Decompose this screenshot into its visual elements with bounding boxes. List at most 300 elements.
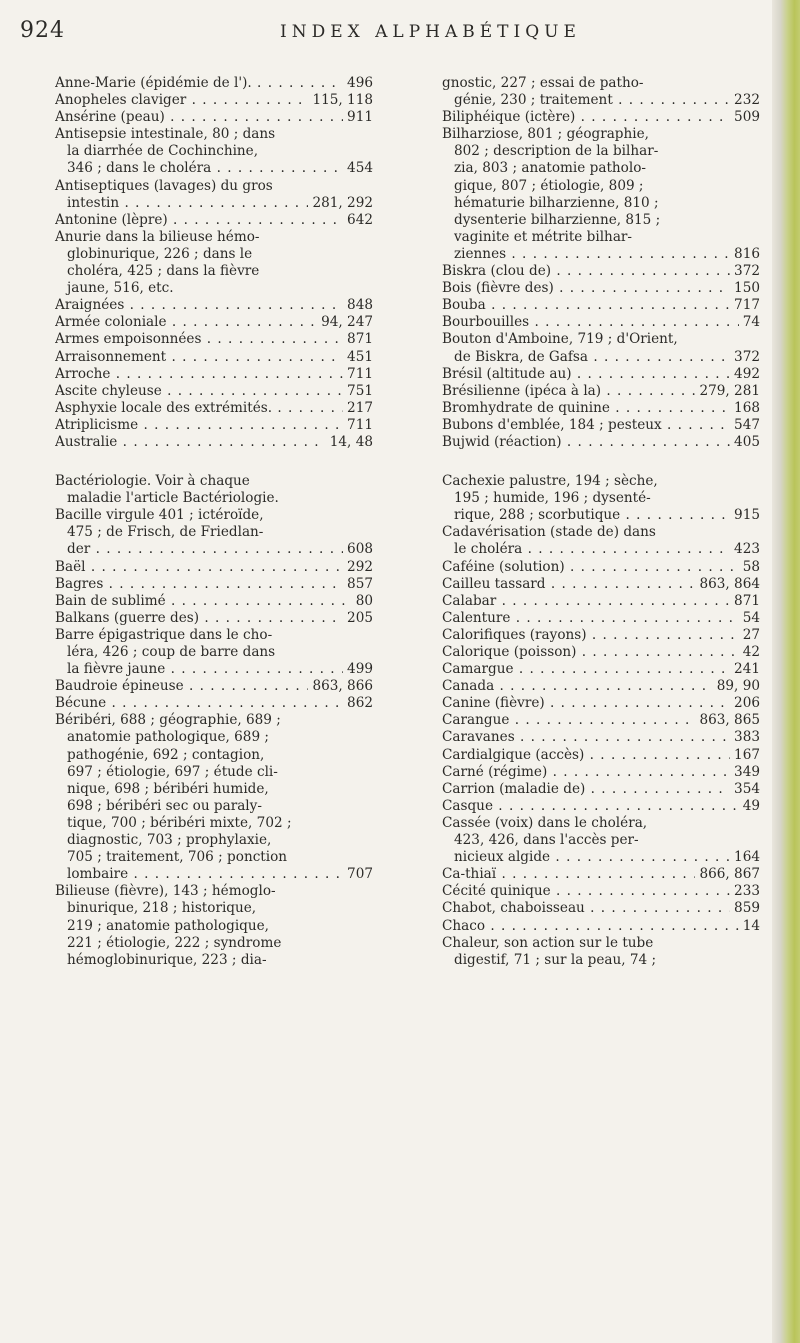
page-number: 924 xyxy=(20,18,65,43)
index-text: léra, 426 ; coup de barre dans xyxy=(67,644,276,660)
index-continuation-line xyxy=(55,798,373,815)
index-term-line xyxy=(442,366,760,383)
index-entry xyxy=(55,349,373,366)
index-entry xyxy=(442,524,760,558)
index-term-line xyxy=(55,92,373,109)
index-text: Armes empoisonnées . . . xyxy=(55,331,373,347)
index-entry xyxy=(55,507,373,558)
index-text: globinurique, 226 ; dans le xyxy=(67,245,253,262)
page-reference: 372 xyxy=(730,349,760,366)
index-entry xyxy=(442,473,760,524)
page-reference: 915 xyxy=(730,507,760,524)
page-reference: 857 xyxy=(343,576,373,593)
page-reference: 164 xyxy=(730,849,760,866)
index-text: Bouton d'Amboine, 719 ; d'Orient, xyxy=(442,331,678,348)
index-text: Carné (régime) . . . xyxy=(442,764,760,780)
index-term-line xyxy=(442,764,760,781)
index-text: Brésilienne (ipéca à la) . . . xyxy=(442,383,760,399)
index-text: Anne-Marie (épidémie de l'). . . . xyxy=(55,75,373,91)
page-reference: 54 xyxy=(739,610,760,627)
index-entry xyxy=(55,610,373,627)
index-continuation-line xyxy=(55,524,373,541)
index-term-line xyxy=(442,644,760,661)
index-entry xyxy=(442,866,760,883)
index-continuation-line xyxy=(55,918,373,935)
index-text: Baudroie épineuse . . . xyxy=(55,678,373,694)
index-text: binurique, 218 ; historique, xyxy=(67,900,257,917)
index-term-line xyxy=(55,576,373,593)
index-entry xyxy=(55,712,373,883)
index-text: Cardialgique (accès) . . . xyxy=(442,747,760,763)
index-term-line xyxy=(55,627,373,644)
page-reference: 168 xyxy=(730,400,760,417)
index-entry xyxy=(442,366,760,383)
page-reference: 863, 866 xyxy=(308,678,373,695)
index-term-line xyxy=(55,610,373,627)
page-reference: 717 xyxy=(730,297,760,314)
index-text: diagnostic, 703 ; prophylaxie, xyxy=(67,832,272,849)
index-term-line xyxy=(55,331,373,348)
index-entry xyxy=(442,280,760,297)
index-text: anatomie pathologique, 689 ; xyxy=(67,729,269,746)
index-entry xyxy=(442,75,760,109)
index-continuation-line xyxy=(55,644,373,661)
index-term-line xyxy=(442,280,760,297)
page-reference: 711 xyxy=(343,417,373,434)
index-term-line xyxy=(442,297,760,314)
page-reference: 423 xyxy=(730,541,760,558)
index-term-line xyxy=(442,331,760,348)
index-text: Camargue . . . xyxy=(442,661,760,677)
index-term-line xyxy=(55,349,373,366)
running-head: INDEX ALPHABÉTIQUE xyxy=(280,22,581,42)
index-text: Bois (fièvre des) . . . xyxy=(442,280,760,296)
page-reference: 862 xyxy=(343,695,373,712)
index-entry xyxy=(55,212,373,229)
index-entry xyxy=(442,314,760,331)
page-reference: 499 xyxy=(343,661,373,678)
index-text: der . . . xyxy=(67,541,373,557)
index-continuation-line xyxy=(55,729,373,746)
index-text: Bécune . . . xyxy=(55,695,373,711)
index-entry xyxy=(442,559,760,576)
index-text: Bilharziose, 801 ; géographie, xyxy=(442,126,649,143)
index-entry xyxy=(55,473,373,507)
page-reference: 292 xyxy=(343,559,373,576)
index-entry xyxy=(442,644,760,661)
index-text: Asphyxie locale des extrémités. . . . xyxy=(55,400,373,416)
index-term-line xyxy=(442,627,760,644)
page-reference: 349 xyxy=(730,764,760,781)
index-term-line xyxy=(442,383,760,400)
index-text: Ca-thiaï . . . xyxy=(442,866,760,882)
index-text: Anopheles claviger . . . xyxy=(55,92,373,108)
index-text: nique, 698 ; béribéri humide, xyxy=(67,780,269,797)
page-reference: 492 xyxy=(730,366,760,383)
index-term-line xyxy=(442,661,760,678)
index-term-line xyxy=(55,314,373,331)
page-reference: 150 xyxy=(730,280,760,297)
index-text: Canada . . . xyxy=(442,678,760,694)
index-entry xyxy=(55,559,373,576)
page-reference: 74 xyxy=(739,314,760,331)
page-reference: 751 xyxy=(343,383,373,400)
page-reference: 859 xyxy=(730,900,760,917)
index-continuation-line xyxy=(442,849,760,866)
index-continuation-line xyxy=(55,781,373,798)
index-text: Calorifiques (rayons) . . . xyxy=(442,627,760,643)
index-entry xyxy=(55,297,373,314)
index-term-line xyxy=(442,126,760,143)
index-text: Cachexie palustre, 194 ; sèche, xyxy=(442,473,658,490)
index-text: tique, 700 ; béribéri mixte, 702 ; xyxy=(67,814,292,831)
index-text: gique, 807 ; étiologie, 809 ; xyxy=(454,177,644,194)
index-text: Calabar . . . xyxy=(442,593,760,609)
index-entry xyxy=(55,331,373,348)
page-reference: 547 xyxy=(730,417,760,434)
index-entry xyxy=(55,366,373,383)
index-term-line xyxy=(442,678,760,695)
index-entry xyxy=(442,331,760,365)
index-term-line xyxy=(442,815,760,832)
index-term-line xyxy=(55,712,373,729)
index-continuation-line xyxy=(55,195,373,212)
index-term-line xyxy=(55,75,373,92)
index-term-line xyxy=(55,400,373,417)
index-text: Chaco . . . xyxy=(442,918,760,934)
index-term-line xyxy=(55,678,373,695)
index-entry xyxy=(55,695,373,712)
index-entry xyxy=(442,383,760,400)
index-term-line xyxy=(55,212,373,229)
index-term-line xyxy=(55,178,373,195)
page-reference: 167 xyxy=(730,747,760,764)
page-reference: 205 xyxy=(343,610,373,627)
index-text: dysenterie bilharzienne, 815 ; xyxy=(454,211,661,228)
index-entry xyxy=(442,263,760,280)
index-term-line xyxy=(55,126,373,143)
index-text: ziennes . . . xyxy=(454,246,760,262)
index-entry xyxy=(442,576,760,593)
letter-section-gap xyxy=(442,451,760,473)
index-text: zia, 803 ; anatomie patholo- xyxy=(454,160,646,177)
index-entry xyxy=(442,434,760,451)
index-entry xyxy=(55,314,373,331)
index-continuation-line xyxy=(55,764,373,781)
index-term-line xyxy=(442,883,760,900)
index-entry xyxy=(442,400,760,417)
index-entry xyxy=(442,798,760,815)
index-entry xyxy=(55,75,373,92)
index-continuation-line xyxy=(55,160,373,177)
index-entry xyxy=(55,417,373,434)
index-text: hémoglobinurique, 223 ; dia- xyxy=(67,951,267,968)
index-text: Carrion (maladie de) . . . xyxy=(442,781,760,797)
index-entry xyxy=(442,661,760,678)
index-text: 475 ; de Frisch, de Friedlan- xyxy=(67,524,264,541)
index-entry xyxy=(442,729,760,746)
index-text: Atriplicisme . . . xyxy=(55,417,373,433)
index-term-line xyxy=(55,883,373,900)
letter-section-gap xyxy=(55,451,373,473)
index-text: Antonine (lèpre) . . . xyxy=(55,212,373,228)
index-entry xyxy=(442,610,760,627)
index-text: digestif, 71 ; sur la peau, 74 ; xyxy=(454,951,657,968)
index-term-line xyxy=(442,935,760,952)
index-continuation-line xyxy=(442,507,760,524)
index-entry xyxy=(442,815,760,866)
index-continuation-line xyxy=(442,541,760,558)
index-continuation-line xyxy=(55,143,373,160)
index-continuation-line xyxy=(442,246,760,263)
index-entry xyxy=(55,109,373,126)
index-continuation-line xyxy=(442,832,760,849)
index-continuation-line xyxy=(442,952,760,969)
index-entry xyxy=(442,109,760,126)
index-column-right xyxy=(442,75,760,969)
index-text: Biliphéique (ictère) . . . xyxy=(442,109,760,125)
index-continuation-line xyxy=(442,195,760,212)
index-continuation-line xyxy=(55,661,373,678)
page-header xyxy=(20,14,760,54)
index-column-left xyxy=(55,75,373,969)
index-entry xyxy=(442,764,760,781)
page-reference: 711 xyxy=(343,366,373,383)
index-text: pathogénie, 692 ; contagion, xyxy=(67,746,265,763)
page-reference: 454 xyxy=(343,160,373,177)
index-term-line xyxy=(442,729,760,746)
index-term-line xyxy=(55,109,373,126)
index-entry xyxy=(442,126,760,263)
index-term-line xyxy=(442,593,760,610)
index-entry xyxy=(55,383,373,400)
index-text: Bacille virgule 401 ; ictéroïde, xyxy=(55,507,264,524)
index-text: 705 ; traitement, 706 ; ponction xyxy=(67,849,288,866)
index-entry xyxy=(442,712,760,729)
page-reference: 115, 118 xyxy=(308,92,373,109)
index-text: Araignées . . . xyxy=(55,297,373,313)
index-continuation-line xyxy=(55,815,373,832)
index-text: rique, 288 ; scorbutique . . . xyxy=(454,507,760,523)
page-reference: 281, 292 xyxy=(308,195,373,212)
index-term-line xyxy=(55,297,373,314)
index-term-line xyxy=(442,712,760,729)
index-continuation-line xyxy=(55,246,373,263)
index-continuation-line xyxy=(55,866,373,883)
index-text: Armée coloniale . . . xyxy=(55,314,373,330)
index-text: Cailleu tassard . . . xyxy=(442,576,760,592)
index-term-line xyxy=(55,417,373,434)
page-reference: 816 xyxy=(730,246,760,263)
index-entry xyxy=(442,883,760,900)
page-reference: 354 xyxy=(730,781,760,798)
index-continuation-line xyxy=(55,280,373,297)
index-text: la diarrhée de Cochinchine, xyxy=(67,143,259,160)
index-text: Carangue . . . xyxy=(442,712,760,728)
index-text: 698 ; béribéri sec ou paraly- xyxy=(67,797,262,814)
index-continuation-line xyxy=(442,178,760,195)
index-text: 221 ; étiologie, 222 ; syndrome xyxy=(67,934,282,951)
index-text: Cadavérisation (stade de) dans xyxy=(442,524,656,541)
page-reference: 94, 247 xyxy=(317,314,373,331)
index-entry xyxy=(442,593,760,610)
index-text: Barre épigastrique dans le cho- xyxy=(55,626,273,643)
index-text: jaune, 516, etc. xyxy=(67,280,174,297)
index-term-line xyxy=(55,593,373,610)
page-reference: 863, 865 xyxy=(695,712,760,729)
index-entry xyxy=(55,627,373,678)
page-reference: 89, 90 xyxy=(713,678,760,695)
page-reference: 58 xyxy=(739,559,760,576)
index-term-line xyxy=(442,576,760,593)
page-reference: 232 xyxy=(730,92,760,109)
page-reference: 863, 864 xyxy=(695,576,760,593)
index-continuation-line xyxy=(442,229,760,246)
index-term-line xyxy=(442,559,760,576)
page-reference: 871 xyxy=(343,331,373,348)
index-term-line xyxy=(442,798,760,815)
index-entry xyxy=(55,434,373,451)
index-text: Baël . . . xyxy=(55,559,373,575)
index-text: Antisepsie intestinale, 80 ; dans xyxy=(55,126,276,143)
page-reference: 496 xyxy=(343,75,373,92)
index-continuation-line xyxy=(55,849,373,866)
page-reference: 233 xyxy=(730,883,760,900)
index-entry xyxy=(442,678,760,695)
page-edge xyxy=(772,0,800,1343)
index-entry xyxy=(55,229,373,297)
index-term-line xyxy=(442,524,760,541)
index-text: Calorique (poisson) . . . xyxy=(442,644,760,660)
index-text: Bourbouilles . . . xyxy=(442,314,760,330)
index-continuation-line xyxy=(442,143,760,160)
index-term-line xyxy=(55,559,373,576)
index-text: Bromhydrate de quinine . . . xyxy=(442,400,760,416)
page-reference: 279, 281 xyxy=(695,383,760,400)
page-reference: 866, 867 xyxy=(695,866,760,883)
index-text: 195 ; humide, 196 ; dysenté- xyxy=(454,490,651,507)
index-term-line xyxy=(442,781,760,798)
index-entry xyxy=(55,576,373,593)
index-continuation-line xyxy=(55,263,373,280)
page-reference: 49 xyxy=(739,798,760,815)
index-term-line xyxy=(55,229,373,246)
index-text: Bain de sublimé . . . xyxy=(55,593,373,609)
index-text: Bactériologie. Voir à chaque xyxy=(55,473,250,490)
index-entry xyxy=(55,678,373,695)
page-reference: 608 xyxy=(343,541,373,558)
page-reference: 509 xyxy=(730,109,760,126)
index-text: Ansérine (peau) . . . xyxy=(55,109,373,125)
page-reference: 911 xyxy=(343,109,373,126)
page-reference: 451 xyxy=(343,349,373,366)
page-reference: 383 xyxy=(730,729,760,746)
index-text: Caféine (solution) . . . xyxy=(442,559,760,575)
index-continuation-line xyxy=(442,490,760,507)
index-text: choléra, 425 ; dans la fièvre xyxy=(67,263,260,280)
index-entry xyxy=(55,883,373,968)
index-term-line xyxy=(442,866,760,883)
index-term-line xyxy=(442,473,760,490)
index-text: Australie . . . xyxy=(55,434,373,450)
index-text: le choléra . . . xyxy=(454,541,760,557)
index-text: Chabot, chaboisseau . . . xyxy=(442,900,760,916)
page-reference: 372 xyxy=(730,263,760,280)
index-text: Calenture . . . xyxy=(442,610,760,626)
index-continuation-line xyxy=(55,935,373,952)
index-term-line xyxy=(442,918,760,935)
index-text: Antiseptiques (lavages) du gros xyxy=(55,177,273,194)
index-text: Bujwid (réaction) . . . xyxy=(442,434,760,450)
page-reference: 27 xyxy=(739,627,760,644)
index-entry xyxy=(442,900,760,917)
index-text: intestin . . . xyxy=(67,195,373,211)
index-text: Bilieuse (fièvre), 143 ; hémoglo- xyxy=(55,883,276,900)
index-text: vaginite et métrite bilhar- xyxy=(454,228,633,245)
index-entry xyxy=(55,126,373,177)
index-text: 802 ; description de la bilhar- xyxy=(454,143,659,160)
index-term-line xyxy=(442,695,760,712)
page-reference: 80 xyxy=(352,593,373,610)
index-text: Balkans (guerre des) . . . xyxy=(55,610,373,626)
index-text: Canine (fièvre) . . . xyxy=(442,695,760,711)
index-text: génie, 230 ; traitement . . . xyxy=(454,92,760,108)
index-entry xyxy=(442,627,760,644)
index-continuation-line xyxy=(55,490,373,507)
index-term-line xyxy=(55,507,373,524)
index-text: Casque . . . xyxy=(442,798,760,814)
index-text: Biskra (clou de) . . . xyxy=(442,263,760,279)
page-reference: 217 xyxy=(343,400,373,417)
page-reference: 42 xyxy=(739,644,760,661)
index-entry xyxy=(55,593,373,610)
index-term-line xyxy=(442,263,760,280)
index-entry xyxy=(442,918,760,935)
index-text: 423, 426, dans l'accès per- xyxy=(454,832,639,849)
index-continuation-line xyxy=(55,900,373,917)
index-term-line xyxy=(55,473,373,490)
index-entry xyxy=(442,417,760,434)
index-continuation-line xyxy=(442,92,760,109)
index-entry xyxy=(55,400,373,417)
index-continuation-line xyxy=(442,160,760,177)
index-text: Bouba . . . xyxy=(442,297,760,313)
index-text: Cécité quinique . . . xyxy=(442,883,760,899)
index-entry xyxy=(55,178,373,212)
index-term-line xyxy=(442,434,760,451)
page-reference: 405 xyxy=(730,434,760,451)
index-term-line xyxy=(55,366,373,383)
index-text: gnostic, 227 ; essai de patho- xyxy=(442,75,644,91)
index-continuation-line xyxy=(55,832,373,849)
index-text: 346 ; dans le choléra . . . xyxy=(67,160,373,176)
index-term-line xyxy=(442,610,760,627)
index-continuation-line xyxy=(442,212,760,229)
index-term-line xyxy=(442,900,760,917)
index-continuation-line xyxy=(55,541,373,558)
index-text: de Biskra, de Gafsa . . . xyxy=(454,349,760,365)
index-term-line xyxy=(55,383,373,400)
index-term-line xyxy=(55,434,373,451)
index-text: nicieux algide . . . xyxy=(454,849,760,865)
index-text: Caravanes . . . xyxy=(442,729,760,745)
index-text: 697 ; étiologie, 697 ; étude cli- xyxy=(67,763,278,780)
index-term-line xyxy=(442,400,760,417)
index-text: Cassée (voix) dans le choléra, xyxy=(442,814,648,831)
page-reference: 642 xyxy=(343,212,373,229)
index-continuation-line xyxy=(55,747,373,764)
page-reference: 14 xyxy=(739,918,760,935)
